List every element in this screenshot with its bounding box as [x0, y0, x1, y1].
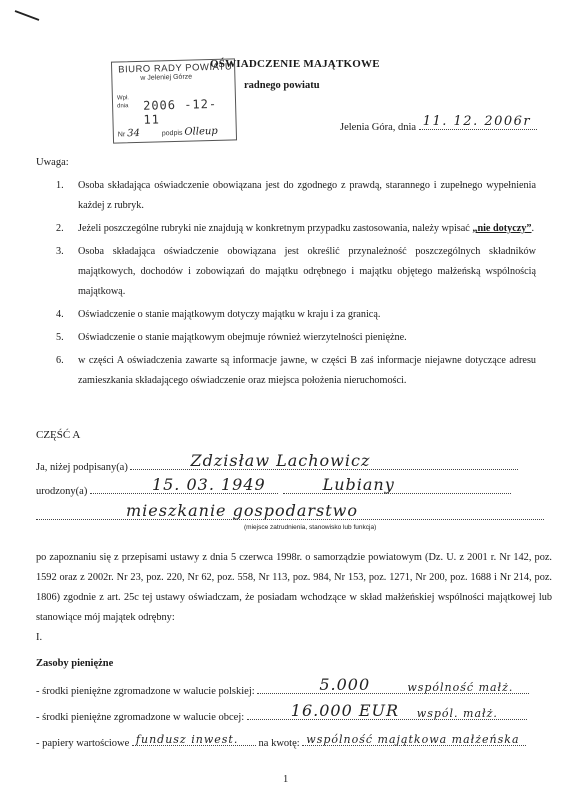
born-place-field: [283, 475, 511, 494]
securities-label: - papiery wartościowe: [36, 738, 130, 749]
note-text: Osoba składająca oświadczenie obowiązana jest określić przynależność poszczególnych składników majątkowych, dochodów i zobowiązań do majątku odrębnego i majątku objętego małżeńską wspólnością majątkową.: [78, 246, 536, 297]
born-label: urodzony(a): [36, 486, 88, 497]
stamp-number-value: 34: [127, 127, 141, 140]
born-date-handwritten: 15. 03. 1949: [151, 475, 266, 494]
note-text-end: .: [531, 223, 535, 234]
note-item: [56, 219, 536, 239]
amount-label: na kwotę:: [258, 738, 300, 749]
document-subtitle: radnego powiatu: [244, 80, 320, 91]
section-number: I.: [36, 632, 43, 643]
note-item: [56, 176, 536, 216]
notes-list: [56, 176, 536, 394]
occupation-handwritten: mieszkanie gospodarstwo: [126, 501, 358, 520]
stamp-number: [118, 128, 140, 140]
foreign-row: [36, 701, 527, 723]
page-number: 1: [283, 774, 289, 785]
note-item: [56, 351, 536, 391]
note-text: Osoba składająca oświadczenie obowiązana jest do zgodnego z prawdą, starannego i zupełnego wypełnienia każdej z rubryk.: [78, 180, 536, 211]
notes-heading: Uwaga:: [36, 157, 69, 168]
office-stamp: [111, 58, 237, 143]
foreign-note-handwritten: wspól. małż.: [416, 707, 498, 720]
note-number: 1.: [56, 180, 64, 191]
part-a-heading: CZĘŚĆ A: [36, 429, 81, 441]
signed-label: Ja, niżej podpisany(a): [36, 462, 128, 473]
pln-value-handwritten: 5.000: [319, 675, 371, 694]
note-item: [56, 242, 536, 302]
occupation-row: [36, 501, 544, 523]
note-text-bold: „nie dotyczy”: [472, 223, 532, 234]
signed-name-field: [130, 451, 518, 470]
foreign-field: [247, 701, 527, 720]
signed-row: [36, 451, 518, 473]
occupation-field: [36, 501, 544, 520]
securities-value-handwritten: fundusz inwest.: [135, 733, 239, 746]
pln-note-handwritten: wspólność małż.: [407, 681, 514, 694]
resources-heading: Zasoby pieniężne: [36, 658, 114, 669]
stamp-signature: [162, 126, 218, 138]
pln-label: - środki pieniężne zgromadzone w walucie polskiej:: [36, 686, 255, 697]
note-number: 6.: [56, 355, 64, 366]
securities-row: [36, 734, 526, 749]
note-number: 5.: [56, 332, 64, 343]
pln-row: [36, 675, 529, 697]
note-text: Oświadczenie o stanie majątkowym obejmuje również wierzytelności pieniężne.: [78, 332, 407, 343]
pen-stroke-mark: [14, 8, 40, 22]
securities-field: [132, 734, 256, 746]
signed-name-handwritten: Zdzisław Lachowicz: [190, 451, 371, 470]
stamp-received-label: Wpł.: [116, 95, 129, 102]
foreign-value-handwritten: 16.000 EUR: [290, 701, 400, 720]
amount-field: [302, 734, 526, 746]
stamp-received-date: 2006 -12- 11: [142, 96, 218, 127]
note-text: w części A oświadczenia zawarte są informacje jawne, w części B zaś informacje niejawne dotyczące adresu zamieszkania składającego oświadczenie oraz miejsca położenia nieruchomości.: [78, 355, 536, 386]
born-place-handwritten: Lubiany: [322, 475, 395, 494]
date-handwritten: 11. 12. 2006r: [422, 114, 532, 129]
note-number: 2.: [56, 223, 64, 234]
declaration-paragraph: po zapoznaniu się z przepisami ustawy z dnia 5 czerwca 1998r. o samorządzie powiatowym (Dz. U. z 2001 r. Nr 142, poz. 1592 oraz z 2002r. Nr 23, poz. 220, Nr 62, poz. 558, Nr 113, poz. 984, Nr 153, poz. 1271, Nr 200, poz. 1688 i Nr 214, poz. 1806) zgodnie z art. 25c tej ustawy oświadczam, że posiadam wchodzące w skład małżeńskiej wspólności majątkowej lub stanowiące mój majątek odrębny:: [36, 552, 552, 623]
pln-field: [257, 675, 529, 694]
stamp-office-line2: w Jeleniej Górze: [140, 73, 193, 82]
stamp-number-label: Nr: [117, 131, 126, 139]
stamp-signature-value: Olleup: [184, 125, 218, 138]
amount-value-handwritten: wspólność majątkowa małżeńska: [306, 733, 520, 746]
stamp-signature-label: podpis: [161, 129, 183, 138]
note-number: 4.: [56, 309, 64, 320]
note-number: 3.: [56, 246, 64, 257]
date-field: [419, 114, 537, 130]
stamp-date-label: dnia: [117, 103, 129, 110]
born-row: [36, 475, 511, 497]
place-prefix: Jelenia Góra, dnia: [340, 122, 417, 133]
note-item: [56, 305, 536, 325]
occupation-caption: (miejsce zatrudnienia, stanowisko lub funkcja): [244, 524, 377, 531]
note-item: [56, 328, 536, 348]
stamp-office-line1: BIURO RADY POWIATU: [118, 61, 233, 76]
note-text: Oświadczenie o stanie majątkowym dotyczy majątku w kraju i za granicą.: [78, 309, 381, 320]
note-text: Jeżeli poszczególne rubryki nie znajdują w konkretnym przypadku zastosowania, należy wpisać: [78, 223, 473, 234]
document-title: OŚWIADCZENIE MAJĄTKOWE: [210, 58, 380, 70]
foreign-label: - środki pieniężne zgromadzone w walucie obcej:: [36, 712, 245, 723]
born-date-field: [90, 475, 278, 494]
place-and-date: [340, 114, 537, 133]
